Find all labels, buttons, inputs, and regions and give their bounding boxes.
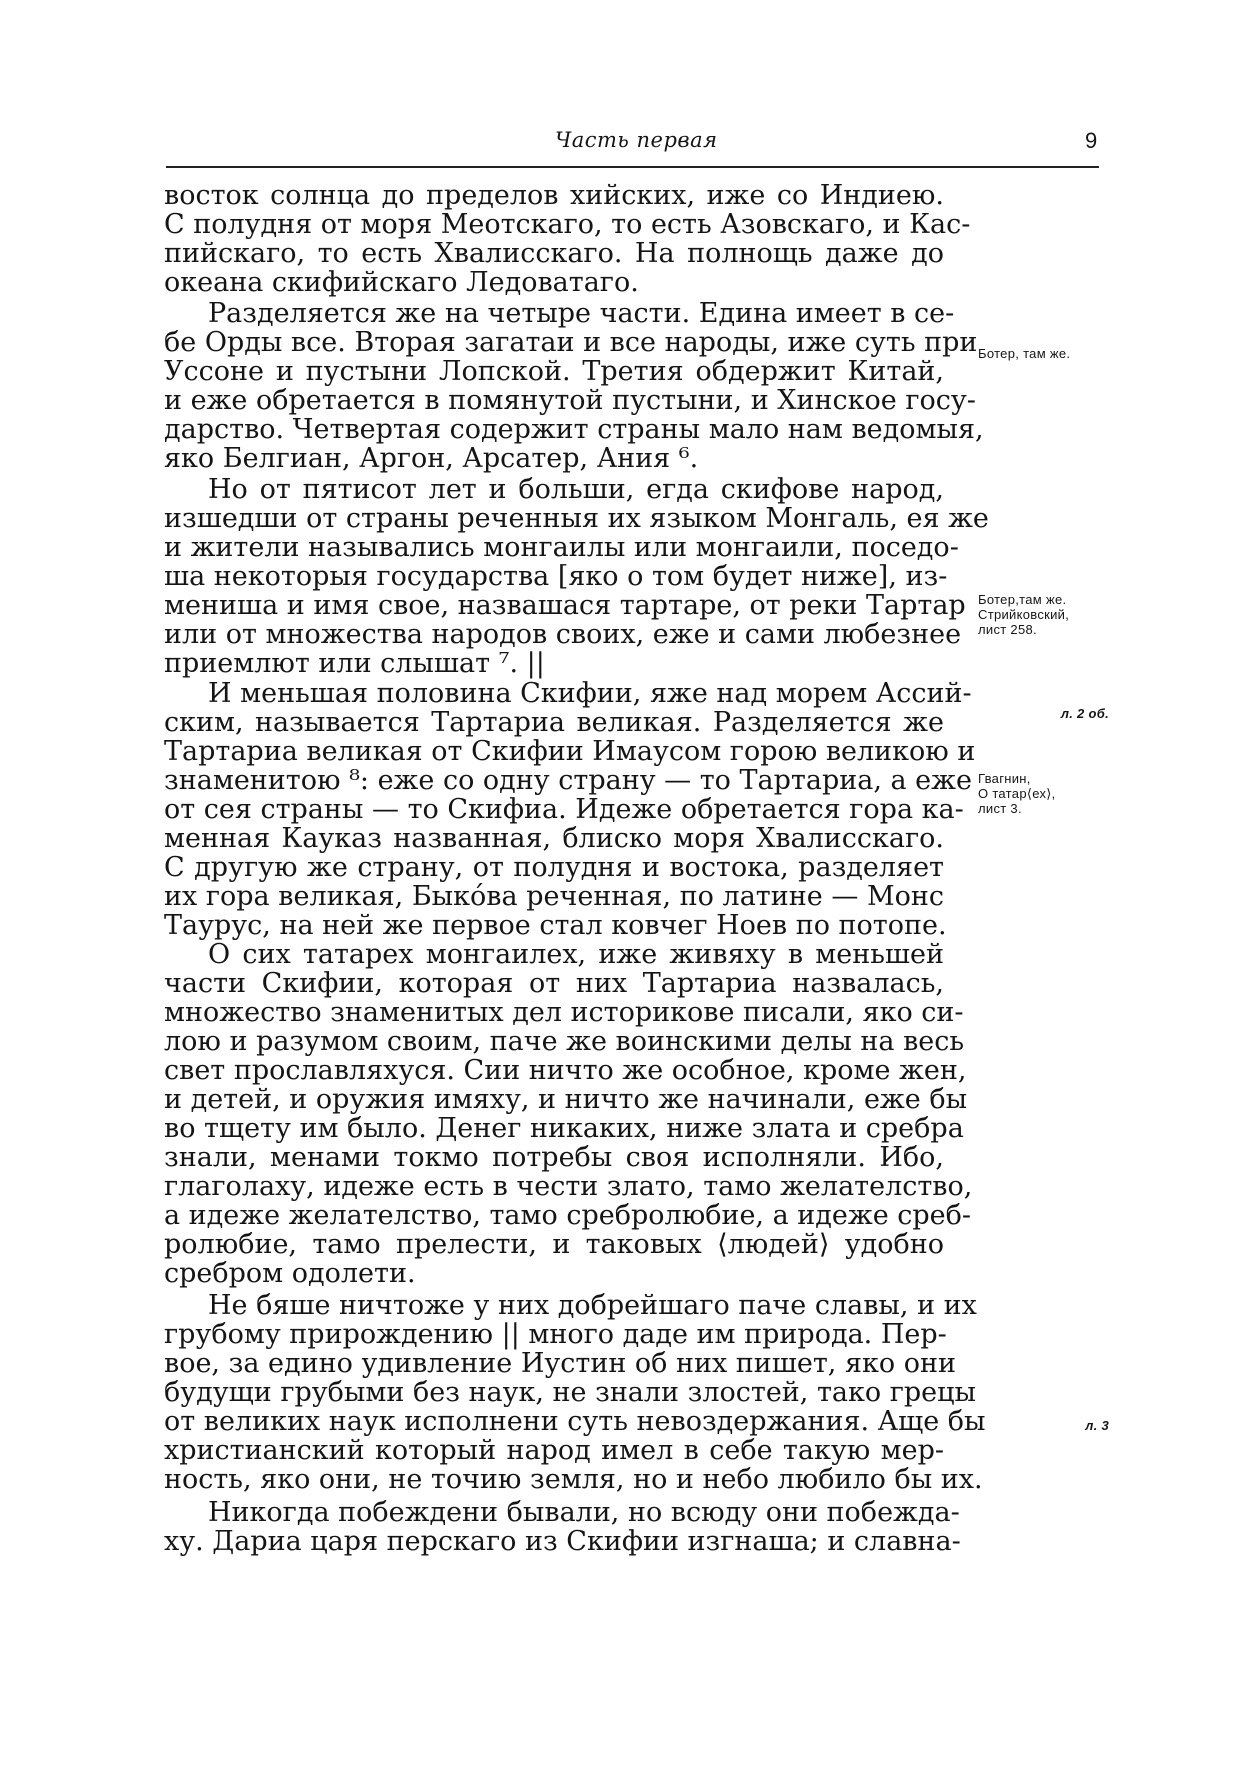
text-line: и еже обретается в помянутой пустыни, и Хинское госу- xyxy=(164,385,976,416)
text-line: множество знаменитых дел историкове писали, яко си- xyxy=(164,997,964,1028)
text-line: ролюбие, тамо прелести, и таковых ⟨людей⟩ удобно xyxy=(164,1229,944,1260)
margin-note: О татар⟨ех⟩, xyxy=(978,786,1056,801)
margin-note: л. 3 xyxy=(1085,1418,1109,1433)
text-line: ность, яко они, не точию земля, но и небо любило бы их. xyxy=(164,1464,983,1495)
text-line: или от множества народов своих, еже и сами любезнее xyxy=(164,619,962,650)
text-line: а идеже желателство, тамо сребролюбие, а идеже среб- xyxy=(164,1200,972,1231)
text-line: ша некоторыя государства [яко о том будет ниже], из- xyxy=(164,561,948,592)
text-line: бе Орды все. Вторая загатаи и все народы, иже суть при xyxy=(164,327,978,358)
margin-note: лист 3. xyxy=(978,801,1022,816)
text-line: восток солнца до пределов хийских, иже со Индиею. xyxy=(164,180,944,211)
text-line: приемлют или слышат ⁷. || xyxy=(164,648,545,679)
margin-note: л. 2 об. xyxy=(1060,706,1109,721)
text-line: свет прославляхуся. Сии ничто же особное, кроме жен, xyxy=(164,1055,967,1086)
text-line: глаголаху, идеже есть в чести злато, тамо желателство, xyxy=(164,1171,973,1202)
text-line: Таурус, на ней же первое стал ковчег Ноев по потопе. xyxy=(164,910,947,941)
text-line: О сих татарех монгаилех, иже живяху в меньшей xyxy=(208,939,944,970)
running-head: Часть первая xyxy=(555,128,718,152)
text-line: И меньшая половина Скифии, яже над морем Ассий- xyxy=(208,678,972,709)
text-line: сребром одолети. xyxy=(164,1258,416,1289)
page-number: 9 xyxy=(1085,128,1098,153)
text-line: вое, за едино удивление Иустин об них пишет, яко они xyxy=(164,1348,956,1379)
text-line: С другую же страну, от полудня и востока, разделяет xyxy=(164,852,944,883)
text-line: Но от пятисот лет и больши, егда скифове народ, xyxy=(208,474,944,505)
text-line: дарство. Четвертая содержит страны мало нам ведомыя, xyxy=(164,414,984,445)
text-line: части Скифии, которая от них Тартариа назвалась, xyxy=(164,968,944,999)
text-line: Не бяше ничтоже у них добрейшаго паче славы, и их xyxy=(208,1290,977,1321)
text-line: Разделяется же на четыре части. Едина имеет в се- xyxy=(208,298,955,329)
text-line: Тартариа великая от Скифии Имаусом горою великою и xyxy=(164,736,976,767)
text-line: и жители назывались монгаилы или монгаили, поседо- xyxy=(164,532,959,563)
text-line: С полудня от моря Меотскаго, то есть Азовскаго, и Кас- xyxy=(164,209,971,240)
header-rule xyxy=(166,166,1099,168)
text-line: от сея страны — то Скифиа. Идеже обретается гора ка- xyxy=(164,794,964,825)
text-line: ху. Дариа царя перскаго из Скифии изгнаша; и славна- xyxy=(164,1526,961,1557)
margin-note: Ботер,там же. xyxy=(978,592,1067,607)
margin-note: Ботер, там же. xyxy=(978,346,1071,361)
text-line: лою и разумом своим, паче же воинскими делы на весь xyxy=(164,1026,965,1057)
text-line: их гора великая, Быко́ва реченная, по латине — Монс xyxy=(164,881,944,912)
text-line: менная Кауказ названная, блиско моря Хвалисскаго. xyxy=(164,823,944,854)
margin-note: лист 258. xyxy=(978,622,1037,637)
margin-note: Гвагнин, xyxy=(978,771,1031,786)
text-line: знаменитою ⁸: еже со одну страну — то Тартариа, а еже xyxy=(164,765,972,796)
text-line: пийскаго, то есть Хвалисскаго. На полнощь даже до xyxy=(164,238,944,269)
text-line: от великих наук исполнени суть невоздержания. Аще бы xyxy=(164,1406,986,1437)
text-line: яко Белгиан, Аргон, Арсатер, Ания ⁶. xyxy=(164,443,699,474)
text-line: ским, называется Тартариа великая. Разделяется же xyxy=(164,707,944,738)
text-line: мениша и имя свое, назвашася тартаре, от реки Тартар xyxy=(164,590,966,621)
text-line: изшедши от страны реченныя их языком Монгаль, ея же xyxy=(164,503,989,534)
text-line: океана скифийскаго Ледоватаго. xyxy=(164,267,639,298)
margin-note: Стрийковский, xyxy=(978,607,1070,622)
text-line: Уссоне и пустыни Лопской. Третия обдержит Китай, xyxy=(164,356,944,387)
text-line: будущи грубыми без наук, не знали злостей, тако грецы xyxy=(164,1377,976,1408)
text-line: во тщету им было. Денег никаких, ниже злата и сребра xyxy=(164,1113,964,1144)
text-line: Никогда побеждени бывали, но всюду они побежда- xyxy=(208,1497,960,1528)
text-line: и детей, и оружия имяху, и ничто же начинали, еже бы xyxy=(164,1084,968,1115)
text-line: знали, менами токмо потребы своя исполняли. Ибо, xyxy=(164,1142,944,1173)
text-line: христианский который народ имел в себе такую мер- xyxy=(164,1435,944,1466)
text-line: грубому прирождению || много даде им природа. Пер- xyxy=(164,1319,947,1350)
